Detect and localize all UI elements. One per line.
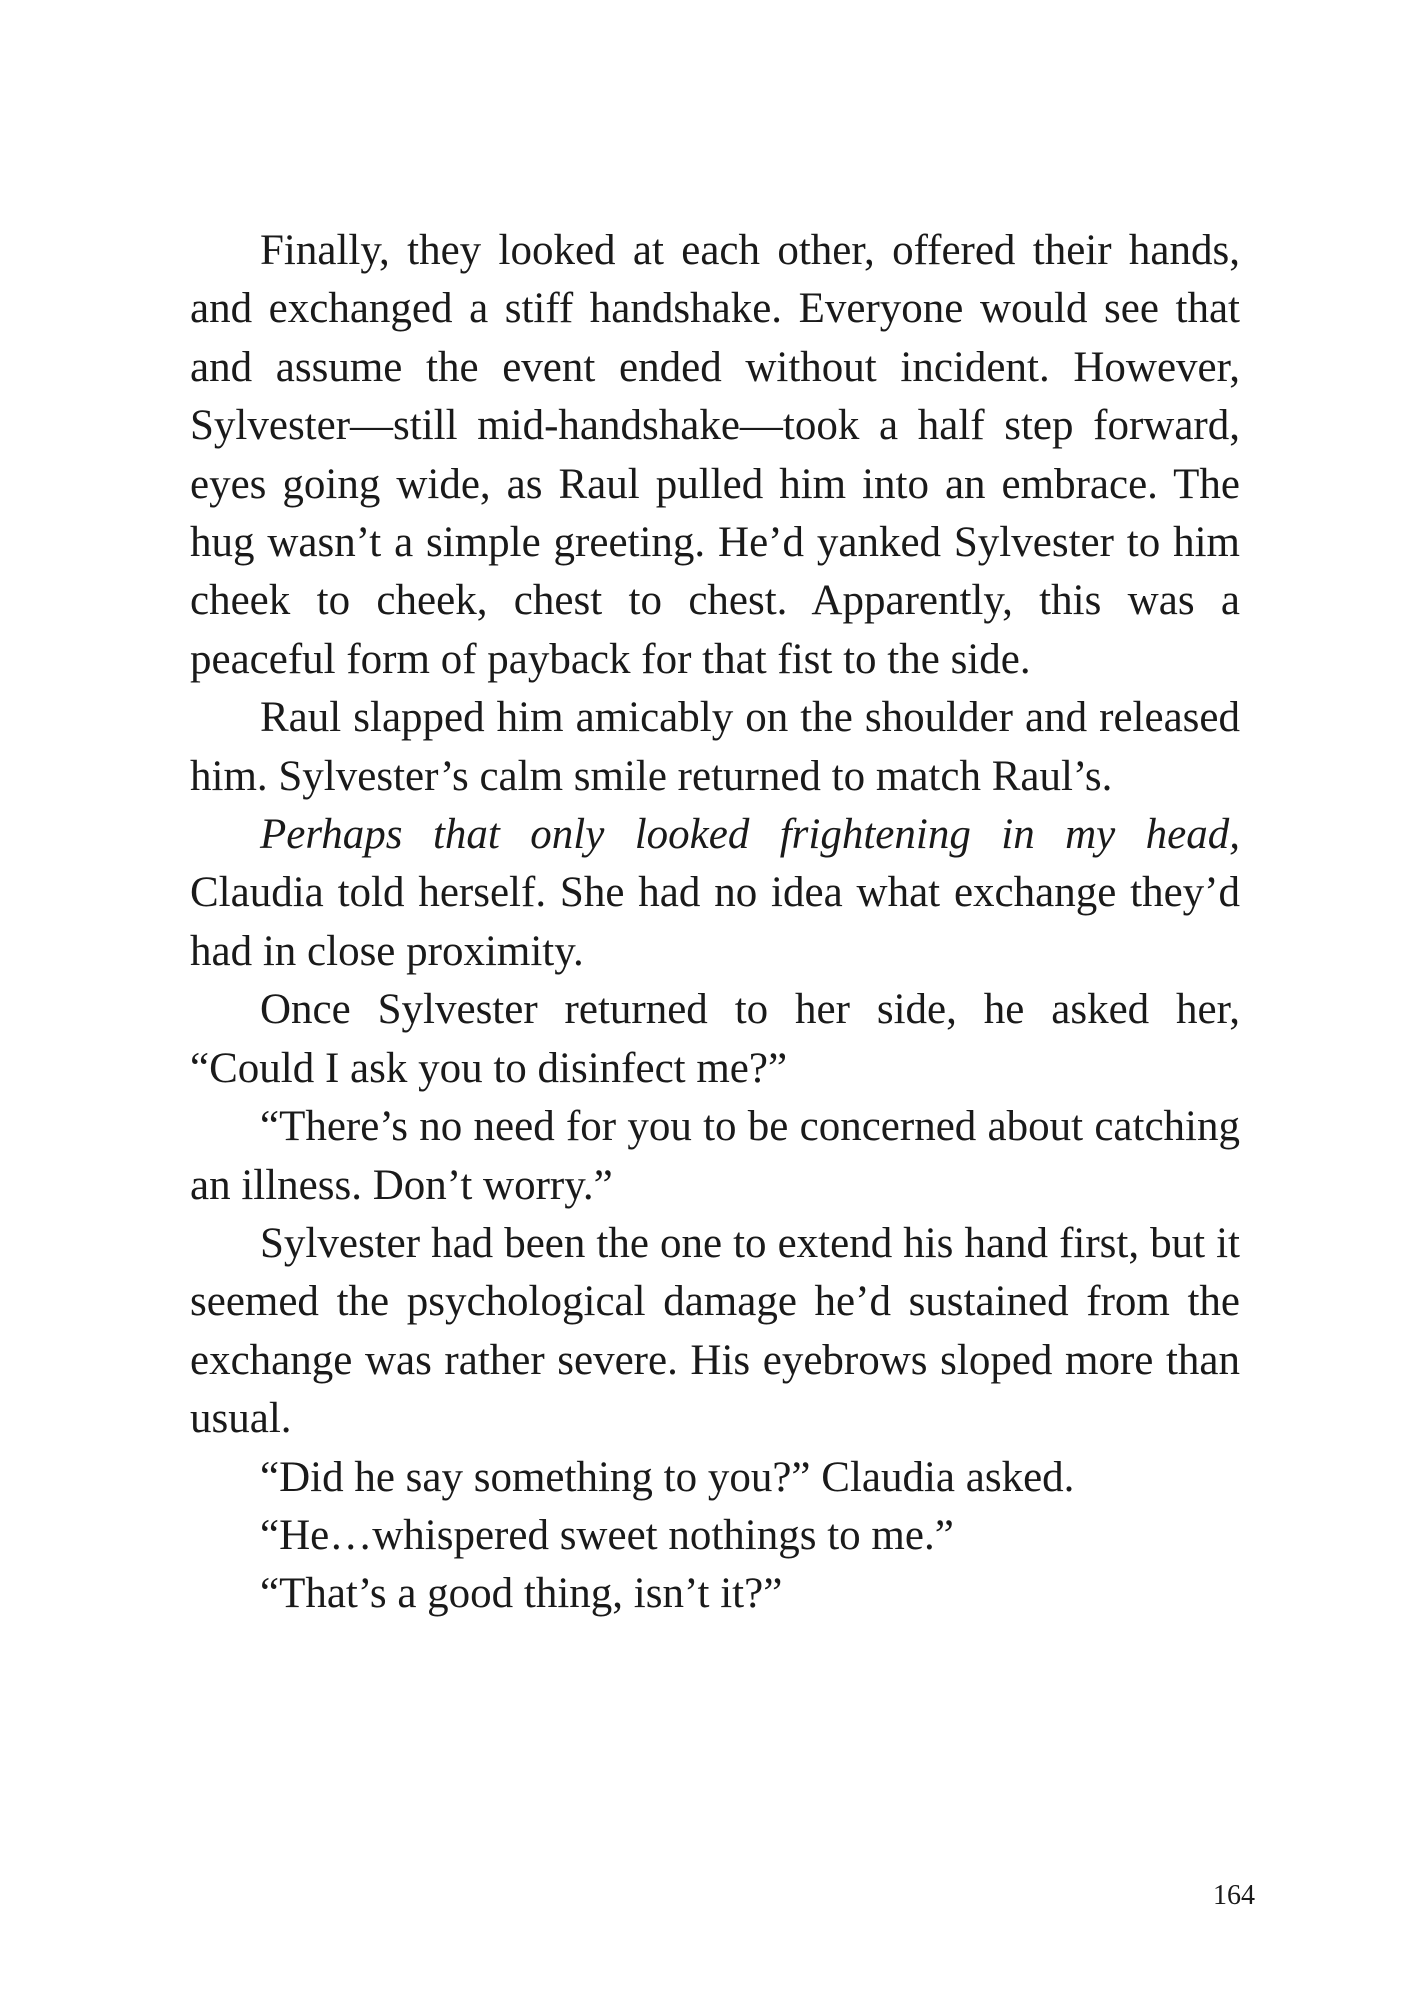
paragraph-6: Sylvester had been the one to extend his hand first, but it seemed the psychological damage he’d sustained from the exchange was rather severe. His eyebrows sloped more than usual. <box>190 1219 1240 1443</box>
body-text <box>190 222 1240 1624</box>
paragraph-5: “There’s no need for you to be concerned about catching an illness. Don’t worry.” <box>190 1103 1240 1209</box>
paragraph-3 <box>190 806 1240 981</box>
paragraph-7: “Did he say something to you?” Claudia asked. <box>260 1453 1075 1501</box>
paragraph-2: Raul slapped him amicably on the shoulder and released him. Sylvester’s calm smile returned to match Raul’s. <box>190 694 1240 800</box>
italic-thought: Perhaps that only looked frightening in my head, <box>260 811 1240 859</box>
paragraph-8: “He…whispered sweet nothings to me.” <box>260 1511 954 1559</box>
paragraph-1: Finally, they looked at each other, offered their hands, and exchanged a stiff handshake. Everyone would see that and assume the event ended without incident. However, Sylvester—still mid-handshake—took a half step forward, eyes going wide, as Raul pulled him into an embrace. The hug wasn’t a simple greeting. He’d yanked Sylvester to him cheek to cheek, chest to chest. Apparently, this was a peaceful form of payback for that fist to the side. <box>190 227 1240 683</box>
paragraph-3-rest: Claudia told herself. She had no idea what exchange they’d had in close proximity. <box>190 869 1240 975</box>
paragraph-4: Once Sylvester returned to her side, he asked her, “Could I ask you to disinfect me?” <box>190 986 1240 1092</box>
page-number: 164 <box>1213 1880 1255 1911</box>
paragraph-9: “That’s a good thing, isn’t it?” <box>260 1570 783 1618</box>
